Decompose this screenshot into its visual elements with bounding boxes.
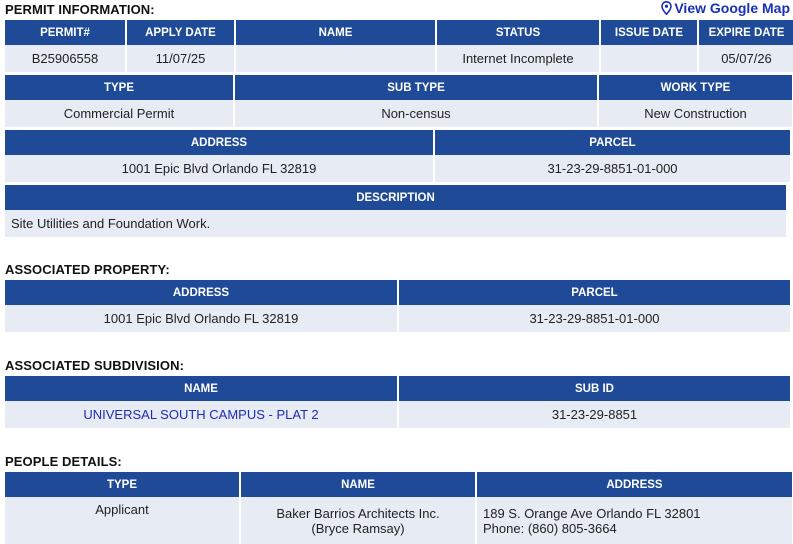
view-google-map-link[interactable] xyxy=(661,0,790,16)
header-sub-type: SUB TYPE xyxy=(235,75,597,100)
header-expire-date: EXPIRE DATE xyxy=(699,20,793,45)
people-header-name: NAME xyxy=(241,472,475,497)
header-apply-date: APPLY DATE xyxy=(127,20,234,45)
issue-date-value xyxy=(601,45,697,72)
view-google-map-label: View Google Map xyxy=(674,0,790,16)
associated-property-title: ASSOCIATED PROPERTY: xyxy=(5,262,170,277)
property-header-parcel: PARCEL xyxy=(399,280,790,305)
parcel-value: 31-23-29-8851-01-000 xyxy=(435,155,790,182)
people-address-cell xyxy=(477,497,792,544)
address-value: 1001 Epic Blvd Orlando FL 32819 xyxy=(5,155,433,182)
header-name: NAME xyxy=(236,20,435,45)
header-permit-number: PERMIT# xyxy=(5,20,125,45)
people-name-line1: Baker Barrios Architects Inc. xyxy=(276,505,440,521)
header-issue-date: ISSUE DATE xyxy=(601,20,697,45)
associated-subdivision-title: ASSOCIATED SUBDIVISION: xyxy=(5,358,185,373)
header-description: DESCRIPTION xyxy=(5,185,786,210)
people-header-address: ADDRESS xyxy=(477,472,792,497)
associated-property-table xyxy=(3,280,792,332)
subdivision-name-link[interactable]: UNIVERSAL SOUTH CAMPUS - PLAT 2 xyxy=(5,401,397,428)
people-header-type: TYPE xyxy=(5,472,239,497)
work-type-value: New Construction xyxy=(599,100,792,127)
header-type: TYPE xyxy=(5,75,233,100)
people-address-line1: 189 S. Orange Ave Orlando FL 32801 xyxy=(483,505,701,521)
subdivision-header-name: NAME xyxy=(5,376,397,401)
apply-date-value: 11/07/25 xyxy=(127,45,234,72)
permit-description-table xyxy=(3,185,788,237)
header-status: STATUS xyxy=(437,20,599,45)
header-address: ADDRESS xyxy=(5,130,433,155)
description-value: Site Utilities and Foundation Work. xyxy=(5,210,786,237)
status-value: Internet Incomplete xyxy=(437,45,599,72)
property-header-address: ADDRESS xyxy=(5,280,397,305)
expire-date-value: 05/07/26 xyxy=(699,45,793,72)
permit-info-table-3 xyxy=(3,130,792,182)
type-value: Commercial Permit xyxy=(5,100,233,127)
subdivision-sub-id-value: 31-23-29-8851 xyxy=(399,401,790,428)
people-name-cell xyxy=(241,497,475,544)
subdivision-header-sub-id: SUB ID xyxy=(399,376,790,401)
people-type-text: Applicant xyxy=(95,502,149,517)
name-value xyxy=(236,45,435,72)
map-pin-icon xyxy=(661,1,672,15)
people-details-title: PEOPLE DETAILS: xyxy=(5,454,122,469)
property-address-value: 1001 Epic Blvd Orlando FL 32819 xyxy=(5,305,397,332)
people-details-table xyxy=(3,472,793,544)
property-parcel-value: 31-23-29-8851-01-000 xyxy=(399,305,790,332)
people-name-line2: (Bryce Ramsay) xyxy=(311,520,405,536)
associated-subdivision-table xyxy=(3,376,792,428)
permit-info-table-2 xyxy=(3,75,793,127)
permit-number-value: B25906558 xyxy=(5,45,125,72)
people-type-value xyxy=(5,497,239,544)
permit-info-table-1 xyxy=(3,20,793,72)
sub-type-value: Non-census xyxy=(235,100,597,127)
people-phone-line: Phone: (860) 805-3664 xyxy=(483,520,617,536)
header-work-type: WORK TYPE xyxy=(599,75,792,100)
permit-info-title: PERMIT INFORMATION: xyxy=(5,2,155,17)
header-parcel: PARCEL xyxy=(435,130,790,155)
